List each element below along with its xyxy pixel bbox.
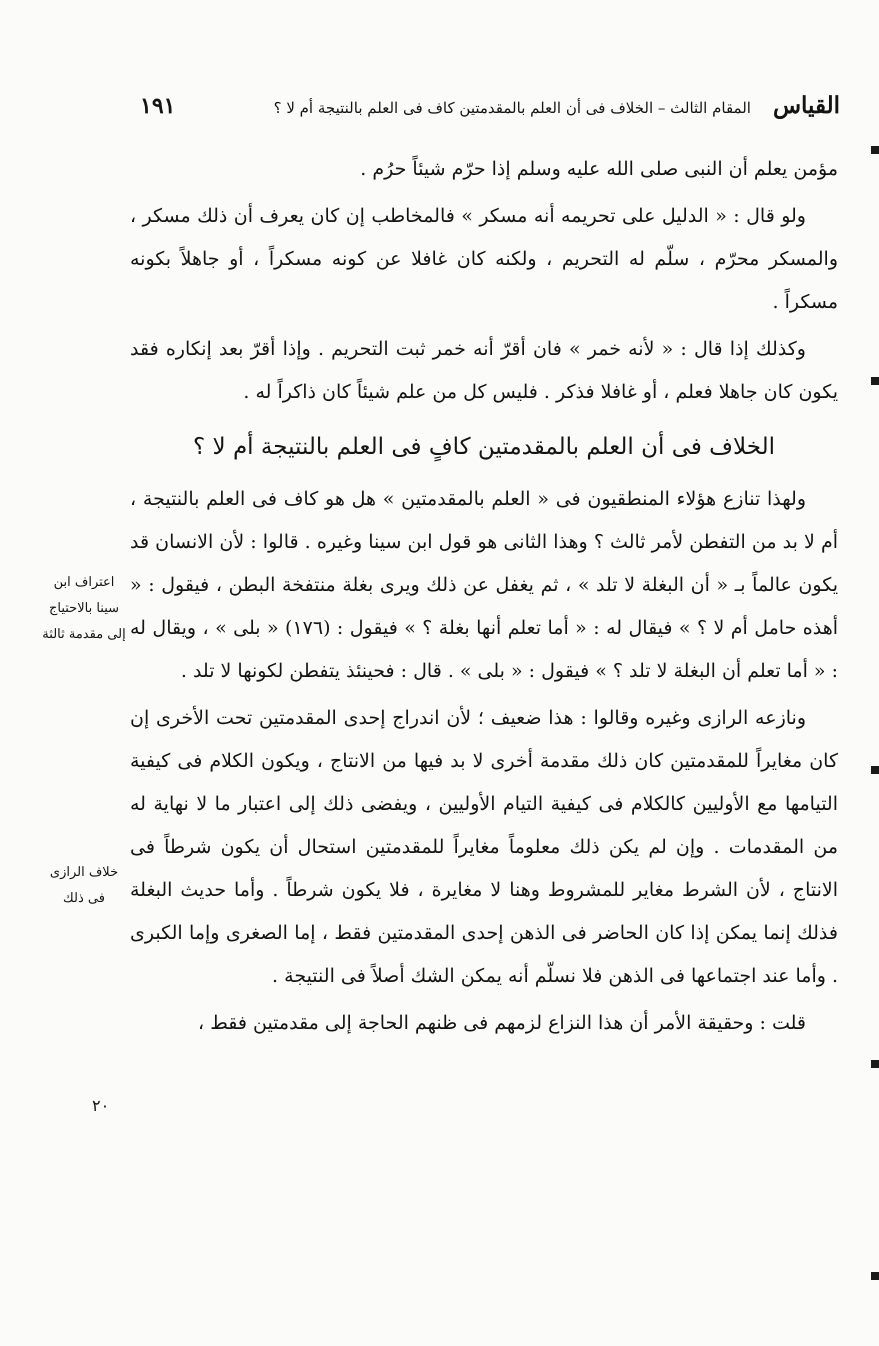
running-title: المقام الثالث – الخلاف فى أن العلم بالمقدمتين كاف فى العلم بالنتيجة أم لا ؟ bbox=[273, 99, 751, 117]
page-number: ١٩١ bbox=[140, 93, 176, 119]
paragraph: مؤمن يعلم أن النبى صلى الله عليه وسلم إذا حرّم شيئاً حرُم . bbox=[360, 158, 838, 180]
paragraph: ولو قال : « الدليل على تحريمه أنه مسكر » فالمخاطب إن كان يعرف أن ذلك مسكر ، والمسكر محرّم ، سلّم له التحريم ، ولكنه كان غافلا عن كونه مسكراً ، أو جاهلاً بكونه مسكراً . bbox=[130, 205, 838, 313]
paragraph: ولهذا تنازع هؤلاء المنطقيون فى « العلم بالمقدمتين » هل هو كاف فى العلم بالنتيجة ، أم لا بد من التفطن لأمر ثالث ؟ وهذا الثانى هو قول ابن سينا وغيره . قالوا : لأن الانسان قد يكون عالماً بـ « أن البغلة لا تلد » ، ثم يغفل عن ذلك ويرى بغلة منتفخة البطن ، فيقول : « أهذه حامل أم لا ؟ » فيقال له : « أما تعلم أنها بغلة ؟ » فيقول : (١٧٦) « بلى » ، ويقال له : « أما تعلم أن البغلة لا تلد ؟ » فيقول : « بلى » . قال : فحينئذ يتفطن لكونها لا تلد . bbox=[130, 488, 838, 682]
main-text bbox=[130, 148, 838, 1049]
running-header bbox=[140, 92, 840, 128]
section-heading: الخلاف فى أن العلم بالمقدمتين كافٍ فى العلم بالنتيجة أم لا ؟ bbox=[193, 434, 775, 460]
section-title: القياس bbox=[772, 92, 840, 119]
edge-mark bbox=[871, 1060, 879, 1068]
edge-mark bbox=[871, 766, 879, 774]
edge-mark bbox=[871, 146, 879, 154]
margin-note: اعتراف ابن سينا بالاحتياج إلى مقدمة ثالثة bbox=[42, 575, 126, 642]
paragraph: قلت : وحقيقة الأمر أن هذا النزاع لزمهم فى ظنهم الحاجة إلى مقدمتين فقط ، bbox=[198, 1012, 806, 1034]
paragraph: وكذلك إذا قال : « لأنه خمر » فان أقرّ أنه خمر ثبت التحريم . وإذا أقرّ بعد إنكاره فقد يكون كان جاهلا فعلم ، أو غافلا فذكر . فليس كل من علم شيئاً كان ذاكراً له . bbox=[130, 338, 838, 403]
margin-note: خلاف الرازى فى ذلك bbox=[49, 865, 119, 906]
line-number: ٢٠ bbox=[92, 1096, 110, 1115]
edge-mark bbox=[871, 377, 879, 385]
edge-mark bbox=[871, 1272, 879, 1280]
paragraph: ونازعه الرازى وغيره وقالوا : هذا ضعيف ؛ لأن اندراج إحدى المقدمتين تحت الأخرى إن كان مغايراً للمقدمتين كان ذلك مقدمة أخرى لا بد فيها من الانتاج ، ويكون الكلام فى كيفية التيامها مع الأوليين كالكلام فى كيفية التيام الأوليين ، ويفضى ذلك إلى اعتبار ما لا نهاية له من المقدمات . وإن لم يكن ذلك معلوماً مغايراً للمقدمتين استحال أن يكون شرطاً فى الانتاج ، لأن الشرط مغاير للمشروط وهنا لا مغايرة ، فلا يكون شرطاً . وأما حديث البغلة فذلك إنما يمكن إذا كان الحاضر فى الذهن إحدى المقدمتين فقط ، إما الصغرى وإما الكبرى . وأما عند اجتماعها فى الذهن فلا نسلّم أنه يمكن الشك أصلاً فى النتيجة . bbox=[130, 707, 838, 987]
